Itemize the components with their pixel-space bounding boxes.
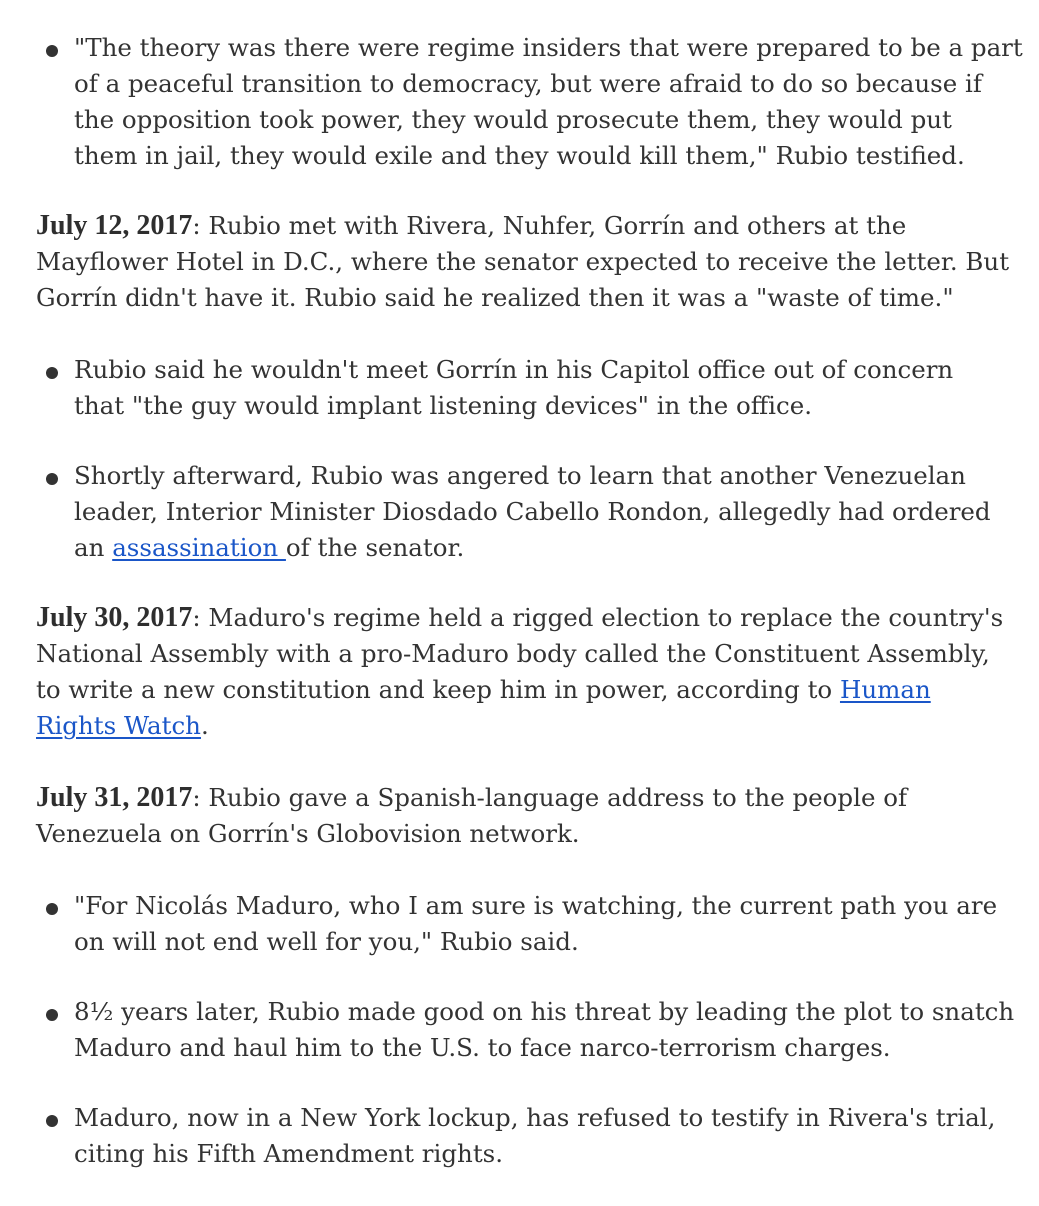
timeline-entry-july-30 xyxy=(36,600,1004,744)
article-body xyxy=(36,30,1023,1206)
entry-text: : Maduro's regime held a rigged election to replace the country's xyxy=(192,603,1004,632)
list-item xyxy=(36,994,1015,1066)
text-line: "The theory was there were regime insiders that were prepared to be a part xyxy=(74,33,1023,62)
entry-date: July 12, 2017 xyxy=(36,210,193,241)
text-line: National Assembly with a pro-Maduro body called the Constituent Assembly, xyxy=(36,639,990,668)
bullet-icon xyxy=(46,1115,58,1127)
text-line: Gorrín didn't have it. Rubio said he realized then it was a "waste of time." xyxy=(36,283,954,312)
entry-date: July 31, 2017 xyxy=(36,782,193,813)
text-line xyxy=(36,708,996,744)
list-item xyxy=(36,1100,996,1172)
list-item xyxy=(36,30,1023,174)
timeline-entry-july-31 xyxy=(36,780,996,852)
entry-text: : Rubio gave a Spanish-language address to the people of xyxy=(192,783,908,812)
text-line xyxy=(36,672,996,708)
text-segment: . xyxy=(200,711,209,740)
text-line: Rubio said he wouldn't meet Gorrín in his Capitol office out of concern xyxy=(74,355,954,384)
entry-text: : Rubio met with Rivera, Nuhfer, Gorrín and others at the xyxy=(192,211,907,240)
text-line: them in jail, they would exile and they would kill them," Rubio testified. xyxy=(74,141,965,170)
bullet-icon xyxy=(46,367,58,379)
text-line: "For Nicolás Maduro, who I am sure is watching, the current path you are xyxy=(74,891,998,920)
text-line: Maduro, now in a New York lockup, has refused to testify in Rivera's trial, xyxy=(74,1103,996,1132)
bullet-icon xyxy=(46,473,58,485)
text-line: citing his Fifth Amendment rights. xyxy=(74,1139,504,1168)
text-line: of a peaceful transition to democracy, but were afraid to do so because if xyxy=(74,69,982,98)
list-item xyxy=(36,352,996,424)
text-line xyxy=(36,780,996,816)
text-line: Venezuela on Gorrín's Globovision network. xyxy=(36,819,580,848)
bullet-icon xyxy=(46,45,58,57)
text-line xyxy=(36,208,996,244)
text-segment: an xyxy=(74,533,113,562)
assassination-link[interactable]: assassination xyxy=(112,533,286,562)
text-line: Shortly afterward, Rubio was angered to learn that another Venezuelan xyxy=(74,461,966,490)
human-rights-watch-link[interactable]: Human xyxy=(839,675,931,704)
human-rights-watch-link-cont[interactable]: Rights Watch xyxy=(36,711,201,740)
bullet-icon xyxy=(46,1009,58,1021)
text-line: the opposition took power, they would prosecute them, they would put xyxy=(74,105,952,134)
text-line xyxy=(36,600,1004,636)
text-line: 8½ years later, Rubio made good on his threat by leading the plot to snatch xyxy=(74,997,1015,1026)
text-line: Mayflower Hotel in D.C., where the senator expected to receive the letter. But xyxy=(36,247,1010,276)
text-segment: to write a new constitution and keep him in power, according to xyxy=(36,675,840,704)
timeline-entry-july-12 xyxy=(36,208,1010,316)
text-line: Maduro and haul him to the U.S. to face narco-terrorism charges. xyxy=(74,1033,891,1062)
text-line xyxy=(74,530,996,566)
list-item xyxy=(36,458,996,566)
text-line: on will not end well for you," Rubio said. xyxy=(74,927,579,956)
bullet-icon xyxy=(46,903,58,915)
text-segment: of the senator. xyxy=(285,533,465,562)
text-line: leader, Interior Minister Diosdado Cabello Rondon, allegedly had ordered xyxy=(74,497,991,526)
text-line: that "the guy would implant listening devices" in the office. xyxy=(74,391,813,420)
entry-date: July 30, 2017 xyxy=(36,602,193,633)
list-item xyxy=(36,888,996,960)
